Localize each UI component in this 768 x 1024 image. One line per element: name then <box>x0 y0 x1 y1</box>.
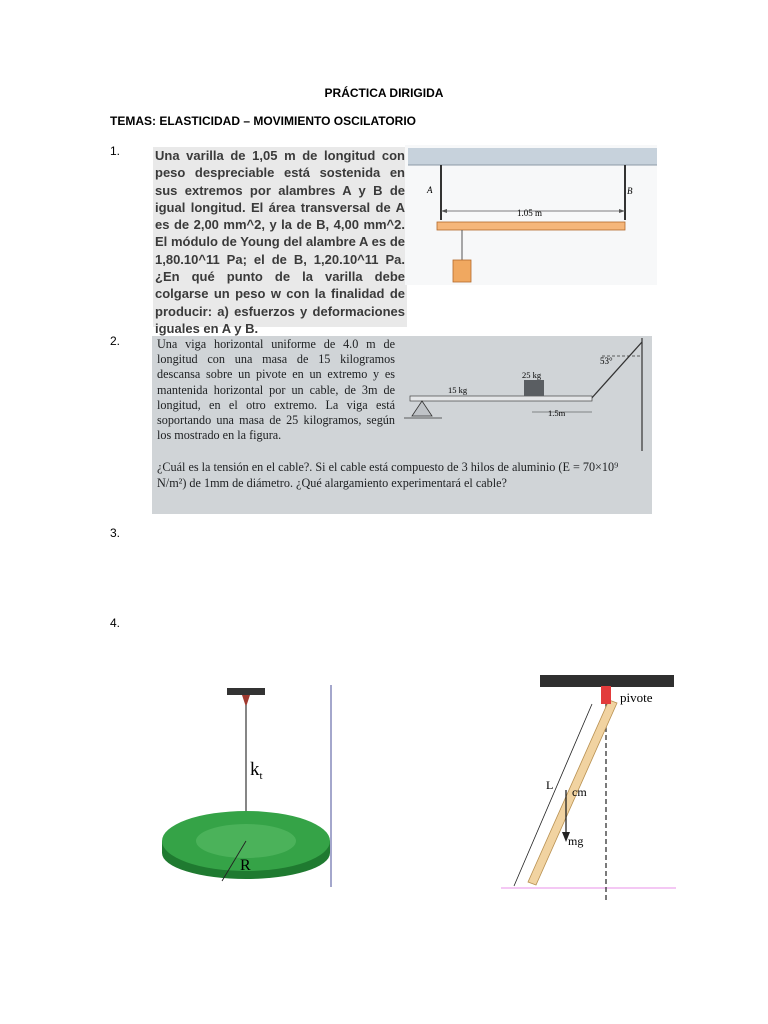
ceiling-bar <box>540 675 674 687</box>
cable <box>590 342 642 400</box>
beam-mass-label: 15 kg <box>448 385 468 395</box>
rod <box>437 222 625 230</box>
ceiling-mount <box>227 688 265 695</box>
problem-2-number: 2. <box>110 334 121 348</box>
wire-b-label: B <box>627 186 633 196</box>
problem-4-number: 4. <box>110 616 121 630</box>
page-title: PRÁCTICA DIRIGIDA <box>324 86 444 100</box>
problem-1-number: 1. <box>110 144 121 158</box>
radius-label: R <box>240 857 251 874</box>
mass-label: 25 kg <box>522 370 542 380</box>
center-of-mass-label: cm <box>572 785 587 799</box>
torsion-constant-label: $k_t$ <box>250 759 263 782</box>
length-label: L <box>546 778 554 792</box>
figure-2-beam-cable <box>402 336 652 456</box>
pivot-clamp <box>601 686 611 704</box>
cable-angle-label: 53° <box>600 356 613 366</box>
topics-heading: TEMAS: ELASTICIDAD – MOVIMIENTO OSCILATORIO <box>110 114 417 128</box>
problem-1-text: Una varilla de 1,05 m de longitud con peso despreciable está sostenida en sus extremos por alambres A y B de igual longitud. El área transversal de A es de 2,00 mm^2, y la de B, 4,00 mm^2. El módulo de Young del alambre A es de 1,80.10^11 Pa; el de B, 1,20.10^11 Pa. ¿En qué punto de la varilla debe colgarse un peso w con la finalidad de producir: a) esfuerzos y deformaciones iguales en A y B. <box>155 148 405 336</box>
figure-1-rod-wires <box>405 145 657 285</box>
rod-length-label: 1.05 m <box>517 208 543 218</box>
problem-2-question: ¿Cuál es la tensión en el cable?. Si el cable está compuesto de 3 hilos de aluminio (E = 70×10⁹ N/m²) de 1mm de diámetro. ¿Qué alargamiento experimentará el cable? <box>157 460 619 490</box>
pivot-label: pivote <box>620 690 653 705</box>
figure-physical-pendulum <box>496 672 678 902</box>
pivot <box>412 401 432 416</box>
problem-3-number: 3. <box>110 526 121 540</box>
beam <box>410 396 592 401</box>
weight-label: mg <box>568 834 584 848</box>
figure-torsion-pendulum <box>158 685 336 890</box>
distance-label: 1.5m <box>548 408 566 418</box>
wire-a-label: A <box>427 185 433 195</box>
problem-2-text: Una viga horizontal uniforme de 4.0 m de longitud con una masa de 15 kilogramos descansa sobre un pivote en un extremo y es mantenida horizontal por un cable, de 3m de longitud, en el otro extremo. La viga está soportando una masa de 25 kilogramos, según los mostrado en la figura. <box>157 337 395 443</box>
hanging-weight <box>453 260 471 282</box>
problem-2-scan <box>152 336 652 514</box>
mass-block <box>524 380 544 396</box>
